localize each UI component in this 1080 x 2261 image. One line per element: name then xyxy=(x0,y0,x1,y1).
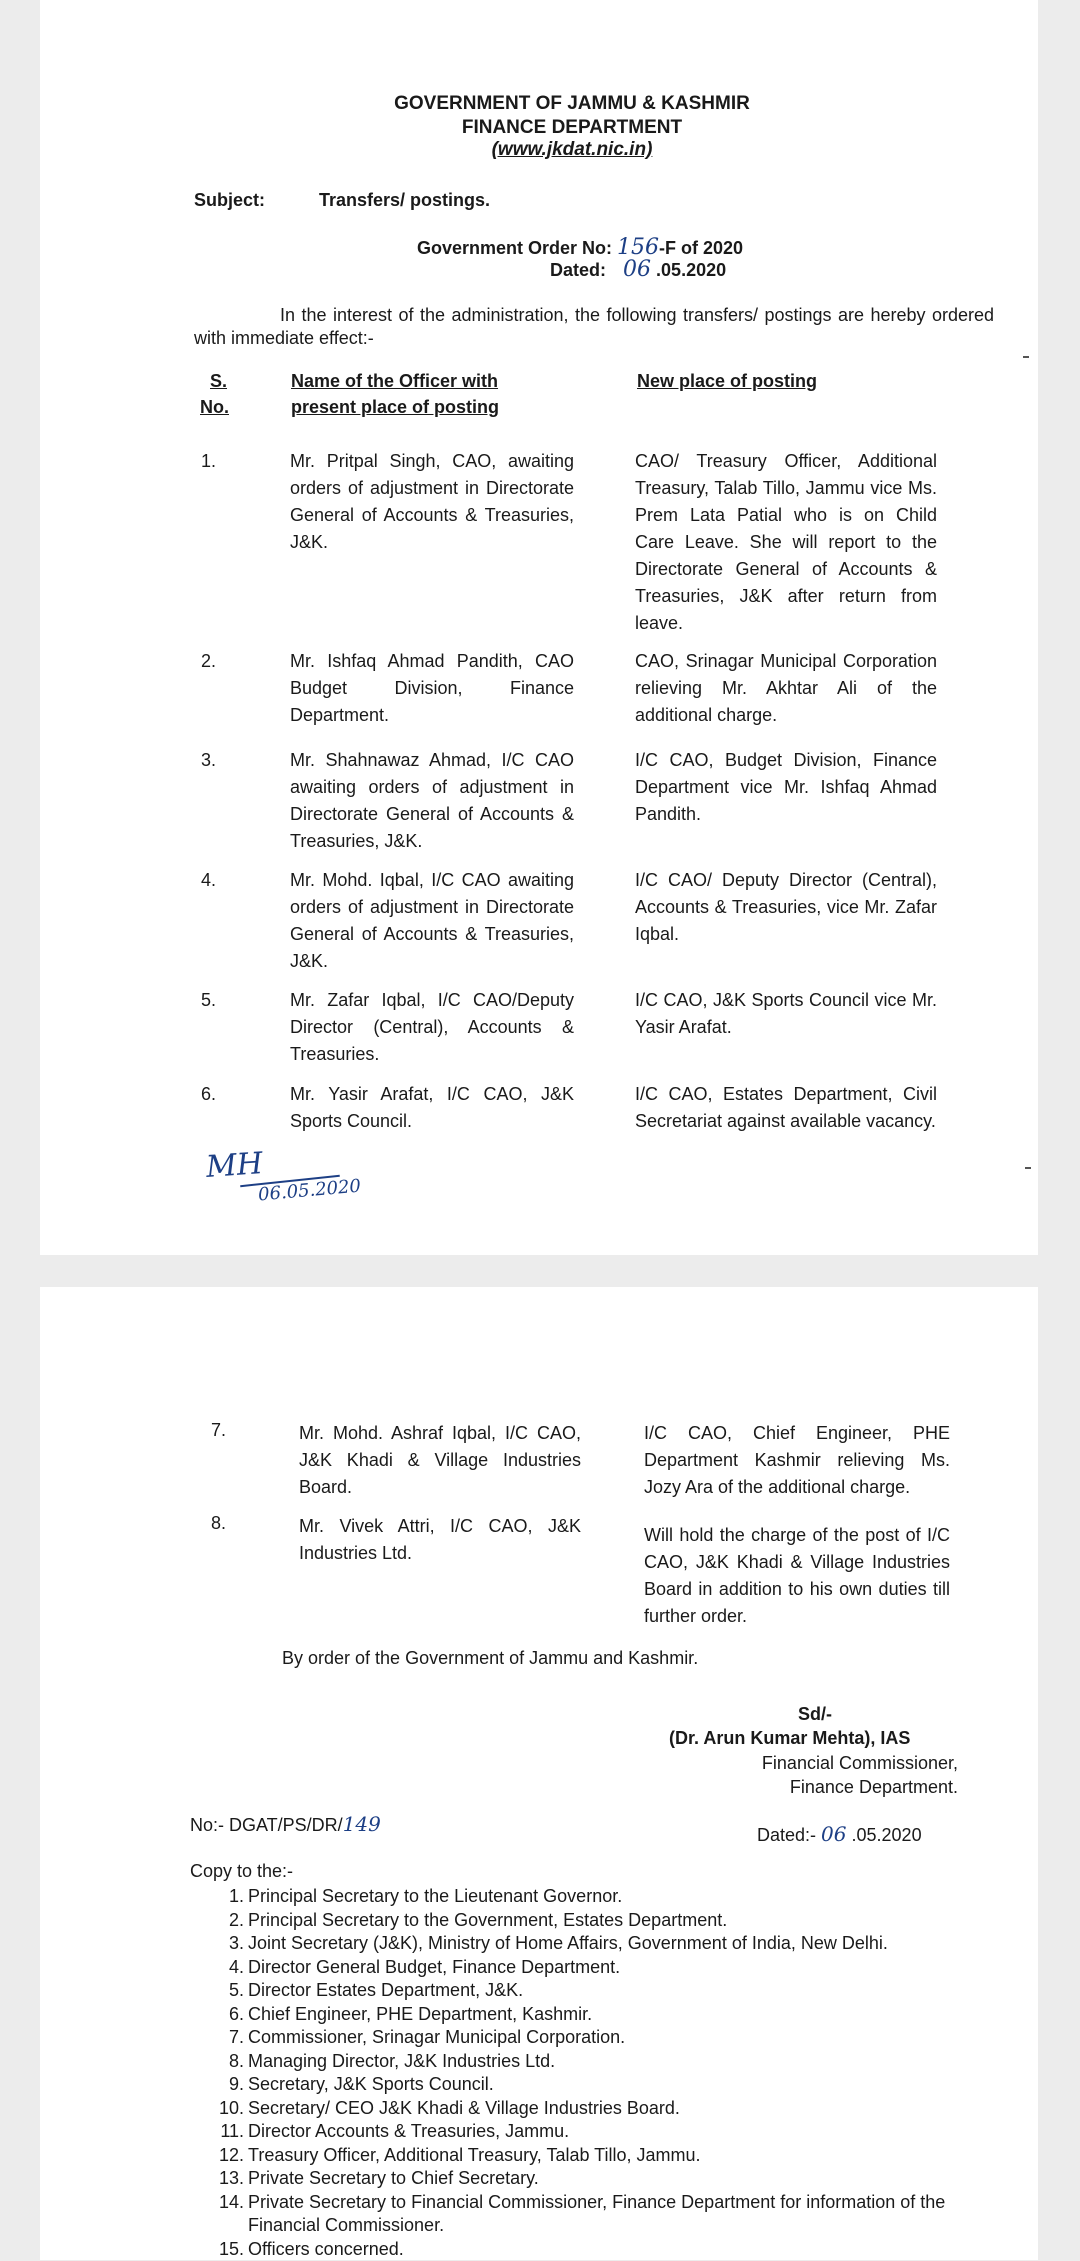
reference-date-label: Dated:- xyxy=(757,1825,816,1845)
row-3-officer: Mr. Shahnawaz Ahmad, I/C CAO awaiting orders of adjustment in Directorate General of Accounts & Treasuries, J&K. xyxy=(290,747,574,855)
document-page-1 xyxy=(40,0,1038,1255)
row-1-new-place: CAO/ Treasury Officer, Additional Treasury, Talab Tillo, Jammu vice Ms. Prem Lata Patial who is on Child Care Leave. She will report to the Directorate General of Accounts & Treasuries, J&K after return from leave. xyxy=(635,448,937,637)
order-number-suffix: -F of 2020 xyxy=(659,238,743,258)
row-2-new-place: CAO, Srinagar Municipal Corporation relieving Mr. Akhtar Ali of the additional charge. xyxy=(635,648,937,729)
row-7-sno: 7. xyxy=(211,1417,226,1444)
row-6-new-place: I/C CAO, Estates Department, Civil Secretariat against available vacancy. xyxy=(635,1081,937,1135)
copy-to-item xyxy=(210,2050,990,2074)
copy-to-item-text: Managing Director, J&K Industries Ltd. xyxy=(248,2050,990,2074)
order-number-handwritten: 156 xyxy=(617,235,659,260)
copy-to-item-text: Secretary, J&K Sports Council. xyxy=(248,2073,990,2097)
copy-to-item xyxy=(210,2144,990,2168)
signature-dept: Finance Department. xyxy=(790,1774,958,1801)
copy-to-item-text: Private Secretary to Financial Commissioner, Finance Department for information of the Financial Commissioner. xyxy=(248,2191,990,2238)
reference-number-handwritten: 149 xyxy=(343,1812,381,1836)
department-heading: FINANCE DEPARTMENT xyxy=(40,116,1080,140)
copy-to-item-text: Director General Budget, Finance Department. xyxy=(248,1956,990,1980)
copy-to-item-text: Director Estates Department, J&K. xyxy=(248,1979,990,2003)
copy-to-item-number: 10. xyxy=(210,2097,248,2121)
row-1-officer: Mr. Pritpal Singh, CAO, awaiting orders of adjustment in Directorate General of Accounts & Treasuries, J&K. xyxy=(290,448,574,556)
copy-to-item-number: 2. xyxy=(210,1909,248,1933)
row-8-new-place: Will hold the charge of the post of I/C CAO, J&K Khadi & Village Industries Board in addition to his own duties till further order. xyxy=(644,1522,950,1630)
scan-speck xyxy=(1023,356,1029,358)
copy-to-item-number: 15. xyxy=(210,2238,248,2261)
copy-to-list xyxy=(210,1885,990,2261)
copy-to-item-text: Chief Engineer, PHE Department, Kashmir. xyxy=(248,2003,990,2027)
by-order-text: By order of the Government of Jammu and Kashmir. xyxy=(282,1645,698,1672)
order-date xyxy=(550,256,726,284)
copy-to-item xyxy=(210,1909,990,1933)
signature-sd: Sd/- xyxy=(740,1701,890,1728)
copy-to-item-text: Treasury Officer, Additional Treasury, Talab Tillo, Jammu. xyxy=(248,2144,990,2168)
header-officer-line1: Name of the Officer with xyxy=(291,368,581,394)
row-3-new-place: I/C CAO, Budget Division, Finance Department vice Mr. Ishfaq Ahmad Pandith. xyxy=(635,747,937,828)
copy-to-item-text: Principal Secretary to the Government, Estates Department. xyxy=(248,1909,990,1933)
row-4-sno: 4. xyxy=(201,867,216,894)
government-heading: GOVERNMENT OF JAMMU & KASHMIR xyxy=(40,92,1080,116)
row-6-sno: 6. xyxy=(201,1081,216,1108)
row-5-sno: 5. xyxy=(201,987,216,1014)
reference-date xyxy=(757,1821,922,1849)
handwritten-date: 06.05.2020 xyxy=(257,1176,362,1206)
copy-to-item xyxy=(210,2238,990,2261)
copy-to-item-text: Principal Secretary to the Lieutenant Governor. xyxy=(248,1885,990,1909)
copy-to-item-text: Director Accounts & Treasuries, Jammu. xyxy=(248,2120,990,2144)
copy-to-item-number: 5. xyxy=(210,1979,248,2003)
reference-number xyxy=(190,1811,381,1839)
order-number-label: Government Order No: xyxy=(417,238,612,258)
copy-to-item-text: Secretary/ CEO J&K Khadi & Village Industries Board. xyxy=(248,2097,990,2121)
copy-to-item xyxy=(210,2026,990,2050)
subject-text: Transfers/ postings. xyxy=(319,187,490,214)
row-3-sno: 3. xyxy=(201,747,216,774)
header-sno xyxy=(210,368,227,394)
copy-to-item xyxy=(210,1979,990,2003)
row-4-officer: Mr. Mohd. Iqbal, I/C CAO awaiting orders of adjustment in Directorate General of Accounts & Treasuries, J&K. xyxy=(290,867,574,975)
copy-to-item-number: 13. xyxy=(210,2167,248,2191)
copy-to-item xyxy=(210,2003,990,2027)
copy-to-item-number: 3. xyxy=(210,1932,248,1956)
copy-to-item xyxy=(210,1885,990,1909)
copy-to-item xyxy=(210,2120,990,2144)
header-officer-line2: present place of posting xyxy=(291,394,581,420)
copy-to-item xyxy=(210,2167,990,2191)
reference-number-label: No:- DGAT/PS/DR/ xyxy=(190,1815,343,1835)
reference-date-handwritten: 06 xyxy=(821,1822,846,1846)
copy-to-item-number: 14. xyxy=(210,2191,248,2238)
copy-to-item-number: 6. xyxy=(210,2003,248,2027)
order-date-label: Dated: xyxy=(550,260,606,280)
document-page-2 xyxy=(40,1287,1038,2260)
handwritten-initials: MH xyxy=(205,1146,264,1185)
row-8-officer: Mr. Vivek Attri, I/C CAO, J&K Industries Ltd. xyxy=(299,1513,581,1567)
copy-to-item-number: 4. xyxy=(210,1956,248,1980)
copy-to-item-text: Private Secretary to Chief Secretary. xyxy=(248,2167,990,2191)
row-4-new-place: I/C CAO/ Deputy Director (Central), Accounts & Treasuries, vice Mr. Zafar Iqbal. xyxy=(635,867,937,948)
row-5-officer: Mr. Zafar Iqbal, I/C CAO/Deputy Director (Central), Accounts & Treasuries. xyxy=(290,987,574,1068)
copy-to-label: Copy to the:- xyxy=(190,1858,293,1885)
copy-to-item-number: 11. xyxy=(210,2120,248,2144)
copy-to-item xyxy=(210,2073,990,2097)
order-date-handwritten: 06 xyxy=(623,257,651,282)
copy-to-item-text: Joint Secretary (J&K), Ministry of Home Affairs, Government of India, New Delhi. xyxy=(248,1932,990,1956)
copy-to-item-number: 7. xyxy=(210,2026,248,2050)
order-date-suffix: .05.2020 xyxy=(656,260,726,280)
header-new-place: New place of posting xyxy=(637,368,817,394)
row-1-sno: 1. xyxy=(201,448,216,475)
row-2-officer: Mr. Ishfaq Ahmad Pandith, CAO Budget Division, Finance Department. xyxy=(290,648,574,729)
copy-to-item xyxy=(210,2191,990,2238)
copy-to-item-number: 12. xyxy=(210,2144,248,2168)
signature-name: (Dr. Arun Kumar Mehta), IAS xyxy=(669,1725,910,1752)
intro-paragraph: In the interest of the administration, the following transfers/ postings are hereby ordered with immediate effect:- xyxy=(194,304,994,350)
copy-to-item-text: Officers concerned. xyxy=(248,2238,990,2261)
scan-speck xyxy=(1025,1167,1031,1169)
header-no: No. xyxy=(200,394,229,420)
header-officer xyxy=(291,368,581,420)
row-6-officer: Mr. Yasir Arafat, I/C CAO, J&K Sports Council. xyxy=(290,1081,574,1135)
subject-label: Subject: xyxy=(194,187,265,214)
copy-to-item xyxy=(210,1956,990,1980)
row-7-new-place: I/C CAO, Chief Engineer, PHE Department Kashmir relieving Ms. Jozy Ara of the additional charge. xyxy=(644,1420,950,1501)
copy-to-item xyxy=(210,2097,990,2121)
copy-to-item xyxy=(210,1932,990,1956)
copy-to-item-text: Commissioner, Srinagar Municipal Corporation. xyxy=(248,2026,990,2050)
signature-title: Financial Commissioner, xyxy=(762,1750,958,1777)
website-link[interactable]: (www.jkdat.nic.in) xyxy=(40,138,1080,162)
reference-date-suffix: .05.2020 xyxy=(852,1825,922,1845)
row-7-officer: Mr. Mohd. Ashraf Iqbal, I/C CAO, J&K Khadi & Village Industries Board. xyxy=(299,1420,581,1501)
header-sno-line1: S. xyxy=(210,368,227,394)
copy-to-item-number: 9. xyxy=(210,2073,248,2097)
copy-to-item-number: 1. xyxy=(210,1885,248,1909)
row-5-new-place: I/C CAO, J&K Sports Council vice Mr. Yasir Arafat. xyxy=(635,987,937,1041)
row-8-sno: 8. xyxy=(211,1510,226,1537)
row-2-sno: 2. xyxy=(201,648,216,675)
copy-to-item-number: 8. xyxy=(210,2050,248,2074)
